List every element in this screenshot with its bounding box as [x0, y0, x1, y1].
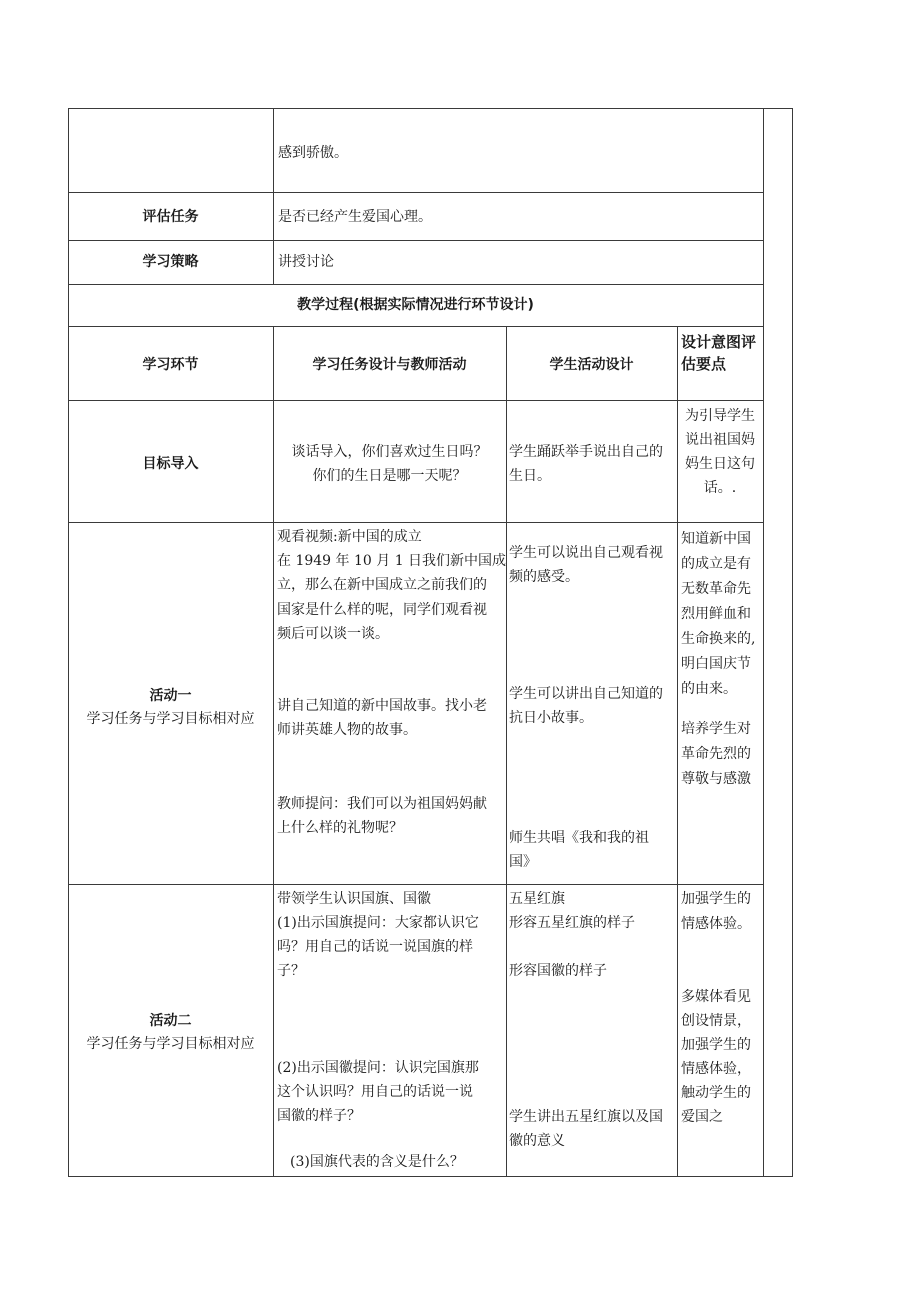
- intro-stage: 目标导入: [142, 456, 199, 472]
- column-divider: [273, 108, 274, 284]
- row-divider: [68, 284, 763, 285]
- header-intent-line2: 估要点: [681, 355, 727, 373]
- intro-task-line: 谈话导入，你们喜欢过生日吗？: [291, 444, 488, 460]
- table-right-border: [792, 108, 793, 1177]
- row-divider: [68, 400, 763, 401]
- activity1-intent-line: 的由来。: [681, 681, 737, 697]
- activity2-intent-line: 多媒体看见: [681, 989, 751, 1005]
- activity1-student-line: 师生共唱《我和我的祖: [509, 830, 649, 846]
- row-divider: [68, 522, 763, 523]
- activity1-student-line: 学生可以讲出自己知道的: [509, 686, 663, 702]
- intro-intent-line: 话。.: [703, 480, 737, 496]
- activity2-student-line: 五星红旗: [509, 891, 565, 907]
- assessment-text: 是否已经产生爱国心理。: [278, 209, 432, 225]
- activity1-intent-line: 无数革命先: [681, 581, 751, 597]
- activity2-intent-line: 情感体验。: [681, 916, 751, 932]
- activity1-intent-line: 尊敬与感激: [681, 771, 751, 787]
- activity1-stage-sub: 学习任务与学习目标相对应: [86, 711, 255, 727]
- activity1-intent-line: 知道新中国: [681, 531, 751, 547]
- column-divider: [506, 326, 507, 1176]
- activity1-intent-line: 烈用鲜血和: [681, 606, 751, 622]
- process-title: 教学过程(根据实际情况进行环节设计): [297, 297, 534, 313]
- activity2-task-line: (3)国旗代表的含义是什么？: [290, 1154, 464, 1170]
- activity1-task-line: 讲自己知道的新中国故事。找小老: [277, 698, 487, 714]
- assessment-label: 评估任务: [142, 209, 199, 225]
- activity1-task-line: 在 1949 年 10 月 1 日我们新中国成: [277, 553, 507, 569]
- intro-intent-line: 为引导学生: [685, 408, 755, 424]
- activity2-task-line: 国徽的样子？: [277, 1108, 361, 1124]
- activity1-intent-line: 培养学生对: [681, 721, 751, 737]
- activity2-task-line: 吗？用自己的话说一说国旗的样: [277, 939, 473, 955]
- activity2-task-line: 子？: [277, 963, 305, 979]
- header-intent-line1: 设计意图评: [681, 333, 757, 351]
- intro-intent-line: 说出祖国妈: [685, 432, 755, 448]
- row-divider: [68, 326, 763, 327]
- header-student: 学生活动设计: [549, 357, 634, 373]
- activity2-stage-sub: 学习任务与学习目标相对应: [86, 1036, 255, 1052]
- activity2-student-line: 形容五星红旗的样子: [509, 915, 635, 931]
- activity1-student-line: 频的感受。: [509, 569, 579, 585]
- table-bottom-border: [68, 1176, 792, 1177]
- activity2-intent-line: 情感体验，: [681, 1061, 751, 1077]
- activity1-stage: 活动一: [149, 688, 192, 704]
- activity1-student-line: 国》: [509, 854, 537, 870]
- intro-student-line: 生日。: [509, 468, 551, 484]
- row-divider: [68, 240, 763, 241]
- activity1-task-line: 观看视频:新中国的成立: [277, 529, 422, 545]
- strategy-text: 讲授讨论: [278, 254, 334, 270]
- activity1-task-line: 国家是什么样的呢，同学们观看视: [277, 602, 487, 618]
- activity1-task-line: 上什么样的礼物呢？: [277, 820, 403, 836]
- activity1-intent-line: 的成立是有: [681, 556, 751, 572]
- activity2-intent-line: 加强学生的: [681, 891, 751, 907]
- activity2-task-line: (1)出示国旗提问：大家都认识它: [277, 915, 479, 931]
- row-divider: [68, 192, 763, 193]
- intro-intent-line: 妈生日这句: [685, 456, 755, 472]
- intro-task-line: 你们的生日是哪一天呢？: [312, 468, 467, 484]
- activity2-student-line: 学生讲出五星红旗以及国: [509, 1109, 663, 1125]
- header-stage: 学习环节: [142, 357, 199, 373]
- row-divider: [68, 884, 763, 885]
- activity2-student-line: 徽的意义: [509, 1133, 565, 1149]
- activity2-task-line: (2)出示国徽提问：认识完国旗那: [277, 1060, 479, 1076]
- activity1-task-line: 师讲英雄人物的故事。: [277, 722, 417, 738]
- table-top-border: [68, 108, 792, 109]
- intro-student-line: 学生踊跃举手说出自己的: [509, 444, 663, 460]
- activity1-task-line: 频后可以谈一谈。: [277, 626, 389, 642]
- activity1-intent-line: 革命先烈的: [681, 746, 751, 762]
- activity1-intent-line: 明白国庆节: [681, 656, 751, 672]
- activity2-intent-line: 创设情景，: [681, 1013, 751, 1029]
- activity2-student-line: 形容国徽的样子: [509, 963, 607, 979]
- activity1-task-line: 立，那么在新中国成立之前我们的: [277, 577, 487, 593]
- strategy-label: 学习策略: [142, 254, 199, 270]
- activity2-stage: 活动二: [149, 1013, 192, 1029]
- activity1-intent-line: 生命换来的,: [681, 631, 756, 647]
- activity1-student-line: 学生可以说出自己观看视: [509, 545, 663, 561]
- header-task: 学习任务设计与教师活动: [312, 357, 467, 373]
- activity2-intent-line: 触动学生的: [681, 1085, 751, 1101]
- activity2-task-line: 这个认识吗？用自己的话说一说: [277, 1084, 473, 1100]
- activity1-student-line: 抗日小故事。: [509, 710, 593, 726]
- activity1-task-line: 教师提问：我们可以为祖国妈妈献: [277, 796, 487, 812]
- activity2-intent-line: 加强学生的: [681, 1037, 751, 1053]
- continuation-text: 感到骄傲。: [278, 145, 348, 161]
- activity2-intent-line: 爱国之: [681, 1109, 723, 1125]
- column-divider: [763, 108, 764, 1177]
- activity2-task-line: 带领学生认识国旗、国徽: [277, 891, 431, 907]
